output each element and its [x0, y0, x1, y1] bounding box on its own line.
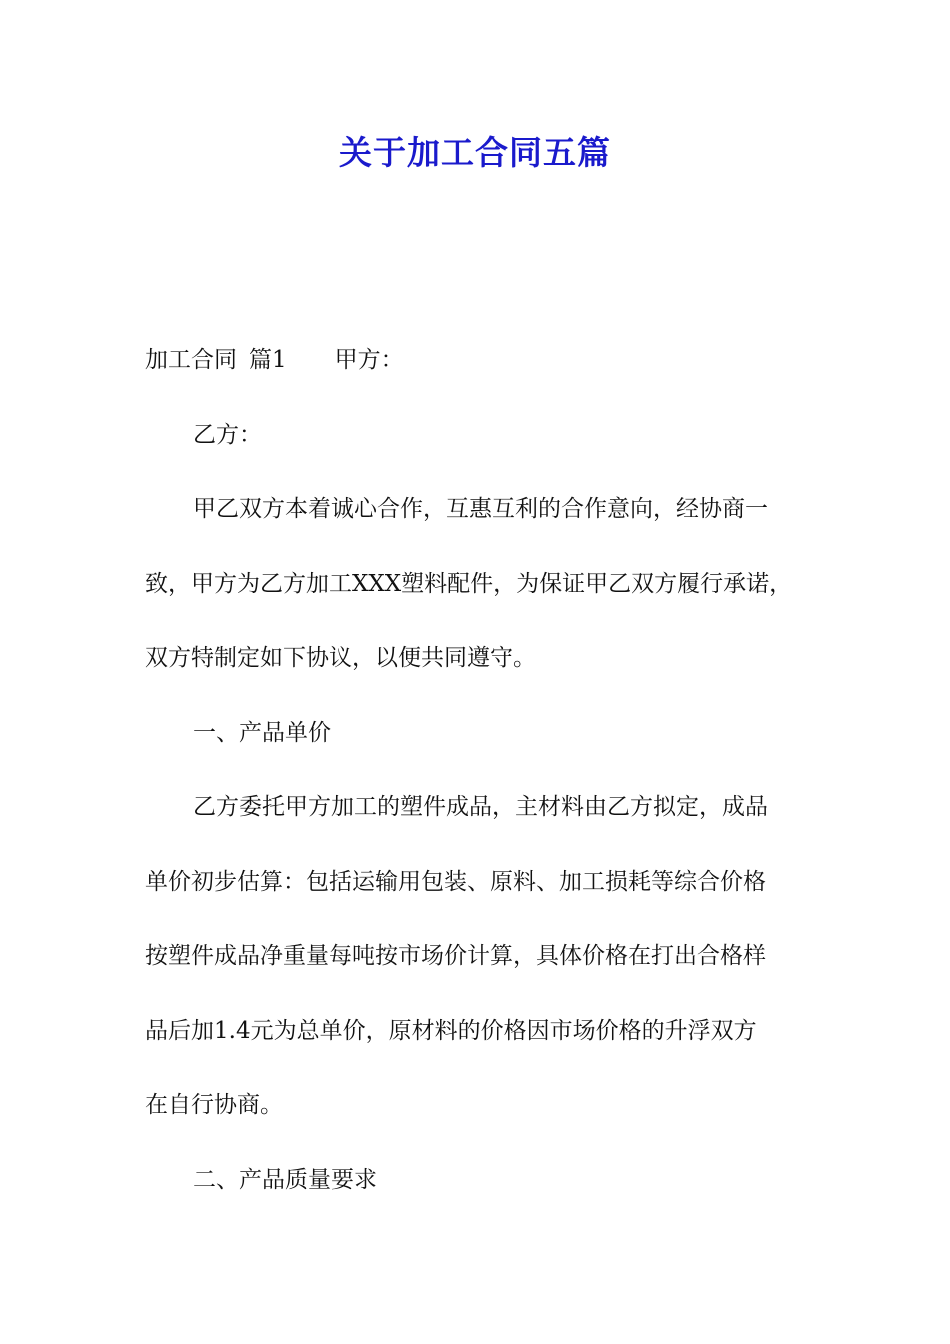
section-2-heading: 二、产品质量要求	[193, 1167, 377, 1193]
party-b-label: 乙方：	[193, 422, 262, 448]
section-1-line-4: 品后加1.4元为总单价，原材料的价格因市场价格的升浮双方	[145, 1018, 757, 1044]
section-1-line-2: 单价初步估算：包括运输用包装、原料、加工损耗等综合价格	[145, 869, 766, 895]
contract-name: 加工合同	[145, 347, 237, 373]
contract-header-line	[145, 345, 825, 375]
article-number: 篇1	[249, 347, 287, 373]
section-1-heading: 一、产品单价	[193, 720, 331, 746]
section-1-line-3: 按塑件成品净重量每吨按市场价计算，具体价格在打出合格样	[145, 943, 766, 969]
document-title: 关于加工合同五篇	[339, 133, 611, 172]
section-1-line-5: 在自行协商。	[145, 1092, 283, 1118]
section-1-line-1: 乙方委托甲方加工的塑件成品，主材料由乙方拟定，成品	[193, 794, 768, 820]
intro-line-2: 致，甲方为乙方加工XXX塑料配件，为保证甲乙双方履行承诺，	[145, 571, 793, 597]
intro-line-1: 甲乙双方本着诚心合作，互惠互利的合作意向，经协商一	[193, 496, 768, 522]
intro-line-3: 双方特制定如下协议，以便共同遵守。	[145, 645, 536, 671]
party-a-label: 甲方：	[334, 347, 404, 373]
